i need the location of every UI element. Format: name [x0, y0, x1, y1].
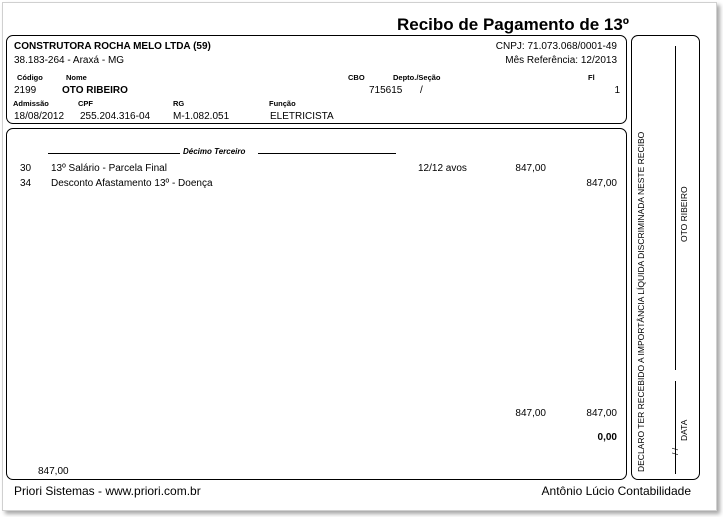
base-amount: 847,00 [38, 466, 69, 477]
section-title: Décimo Terceiro [183, 147, 246, 156]
employee-name: OTO RIBEIRO [62, 85, 128, 96]
date-label: DATA [679, 419, 689, 441]
company-cnpj: CNPJ: 71.073.068/0001-49 [495, 41, 617, 52]
item-code: 30 [20, 163, 32, 174]
date-slashes: / / [670, 447, 680, 455]
label-admissao: Admissão [13, 99, 49, 108]
item-description: 13º Salário - Parcela Final [51, 163, 167, 174]
receipt-declaration: DECLARO TER RECEBIDO A IMPORTÂNCIA LÍQUIDA DISCRIMINADA NESTE RECIBO [636, 131, 646, 472]
date-line [675, 381, 676, 474]
employee-code: 2199 [14, 85, 37, 96]
label-rg: RG [173, 99, 185, 108]
reference-month: Mês Referência: 12/2013 [505, 55, 617, 66]
item-earning: 847,00 [515, 163, 546, 174]
employee-cpf: 255.204.316-04 [80, 111, 151, 122]
employee-cbo: 715615 [369, 85, 403, 96]
item-description: Desconto Afastamento 13º - Doença [51, 178, 213, 189]
employee-function: ELETRICISTA [270, 111, 334, 122]
label-nome: Nome [66, 73, 87, 82]
label-funcao: Função [269, 99, 296, 108]
signature-line [675, 46, 676, 370]
company-name: CONSTRUTORA ROCHA MELO LTDA (59) [14, 41, 211, 52]
employee-depto: / [420, 85, 423, 96]
employee-rg: M-1.082.051 [173, 111, 230, 122]
total-deductions: 847,00 [586, 408, 617, 419]
company-address: 38.183-264 - Araxá - MG [14, 55, 125, 66]
footer-software: Priori Sistemas - www.priori.com.br [14, 484, 201, 498]
label-cpf: CPF [78, 99, 93, 108]
item-deduction: 847,00 [586, 178, 617, 189]
label-depto: Depto./Seção [393, 73, 441, 82]
label-fl: Fl [588, 73, 595, 82]
item-reference: 12/12 avos [418, 163, 467, 174]
section-rule-right [258, 153, 396, 154]
employee-fl: 1 [614, 85, 620, 96]
footer-accountant: Antônio Lúcio Contabilidade [541, 484, 691, 498]
signature-name: OTO RIBEIRO [679, 186, 689, 242]
label-codigo: Código [17, 73, 43, 82]
total-earnings: 847,00 [515, 408, 546, 419]
section-rule-left [48, 153, 180, 154]
net-amount: 0,00 [597, 432, 617, 443]
employee-admission-date: 18/08/2012 [14, 111, 65, 122]
page-title: Recibo de Pagamento de 13º [397, 15, 629, 34]
label-cbo: CBO [348, 73, 365, 82]
item-code: 34 [20, 178, 32, 189]
